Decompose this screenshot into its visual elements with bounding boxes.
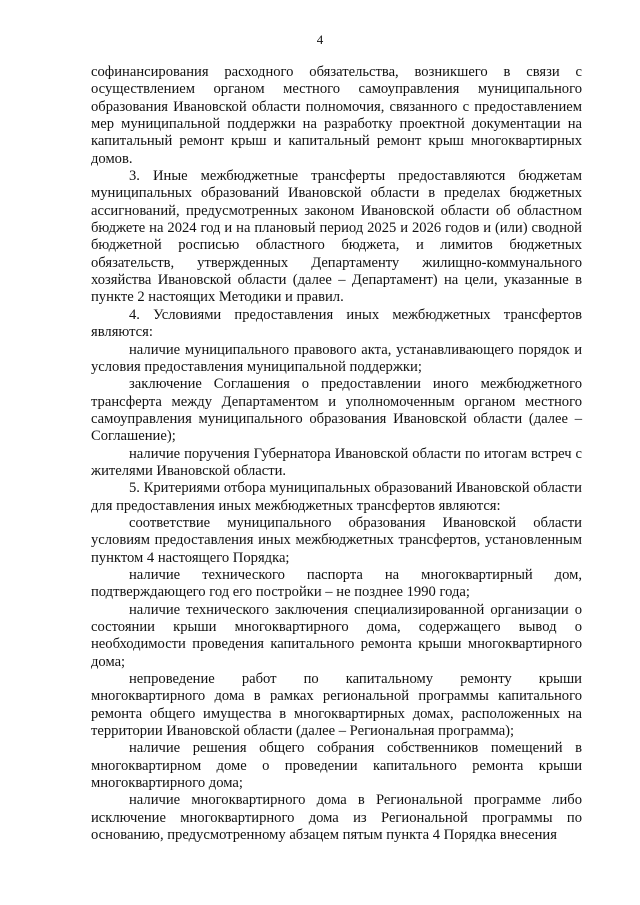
paragraph-criterion: наличие многоквартирного дома в Региональной программе либо исключение многоквартирного дома из Региональной программы по основанию, предусмотренному абзацем пятым пункта 4 Порядка внесения: [91, 792, 582, 844]
document-body: [91, 64, 582, 844]
paragraph-criterion: наличие технического заключения специализированной организации о состоянии крыши многоквартирного дома, содержащего вывод о необходимости проведения капитального ремонта крыши многоквартирного дома;: [91, 601, 582, 670]
page-number: 4: [316, 32, 324, 47]
paragraph-item-5: 5. Критериями отбора муниципальных образований Ивановской области для предоставления иных межбюджетных трансфертов являются:: [91, 480, 582, 514]
paragraph-criterion: наличие технического паспорта на многоквартирный дом, подтверждающего год его постройки – не позднее 1990 года;: [91, 566, 582, 601]
paragraph-continuation: софинансирования расходного обязательства, возникшего в связи с осуществлением органом местного самоуправления муниципального образования Ивановской области полномочия, связанного с предоставлением мер муниципальной поддержки на разработку проектной документации на капитальный ремонт крыш и капитальный ремонт крыш многоквартирных домов.: [91, 64, 582, 167]
paragraph-item-3: 3. Иные межбюджетные трансферты предоставляются бюджетам муниципальных образований Ивановской области в пределах бюджетных ассигнований, предусмотренных законом Ивановской области об областном бюджете на 2024 год и на плановый период 2025 и 2026 годов и (или) сводной бюджетной росписью областного бюджета, и лимитов бюджетных обязательств, утвержденных Департаменту жилищно-коммунального хозяйства Ивановской области (далее – Департамент) на цели, указанные в пункте 2 настоящих Методики и правил.: [91, 168, 582, 306]
paragraph-criterion: соответствие муниципального образования Ивановской области условиям предоставления иных межбюджетных трансфертов, установленным пунктом 4 настоящего Порядка;: [91, 514, 582, 566]
paragraph-condition: заключение Соглашения о предоставлении иного межбюджетного трансферта между Департаментом и уполномоченным органом местного самоуправления муниципального образования Ивановской области (далее – Соглашение);: [91, 376, 582, 445]
paragraph-condition: наличие поручения Губернатора Ивановской области по итогам встреч с жителями Ивановской области.: [91, 445, 582, 479]
paragraph-criterion: непроведение работ по капитальному ремонту крыши многоквартирного дома в рамках региональной программы капитального ремонта общего имущества в многоквартирных домах, расположенных на территории Ивановской области (далее – Региональная программа);: [91, 671, 582, 740]
paragraph-condition: наличие муниципального правового акта, устанавливающего порядок и условия предоставления муниципальной поддержки;: [91, 341, 582, 375]
paragraph-criterion: наличие решения общего собрания собственников помещений в многоквартирном доме о проведении капитального ремонта крыши многоквартирного дома;: [91, 740, 582, 792]
paragraph-item-4: 4. Условиями предоставления иных межбюджетных трансфертов являются:: [91, 306, 582, 341]
